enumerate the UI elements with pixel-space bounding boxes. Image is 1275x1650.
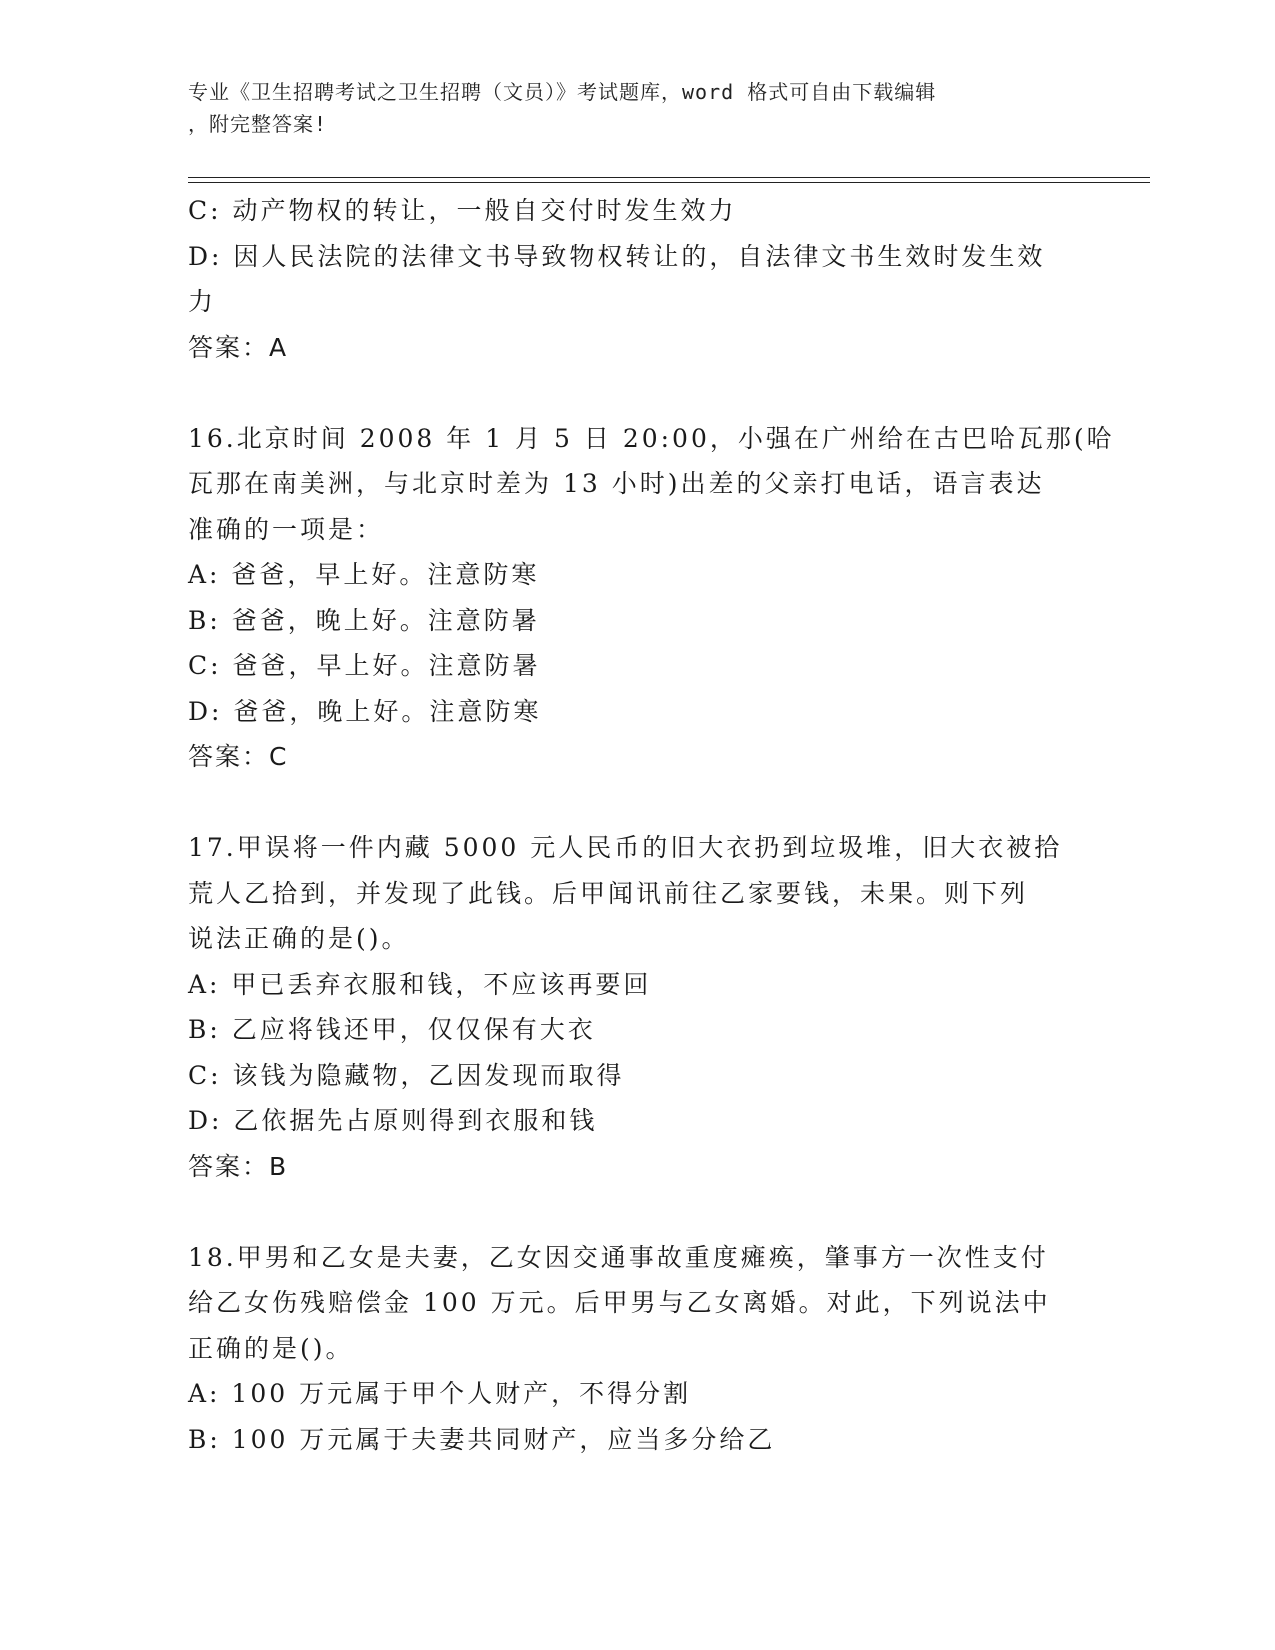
question-stem: 17.甲误将一件内藏 5000 元人民币的旧大衣扔到垃圾堆，旧大衣被拾 [188, 833, 1063, 862]
option-a: A: 100 万元属于甲个人财产，不得分割 [188, 1379, 692, 1408]
question-15-tail [188, 188, 1088, 370]
option-b: B: 爸爸，晚上好。注意防暑 [188, 605, 540, 635]
page-header [188, 76, 1068, 140]
option-d: D: 因人民法院的法律文书导致物权转让的，自法律文书生效时发生效 [188, 241, 1046, 271]
question-stem: 准确的一项是： [188, 514, 385, 544]
option-d-continued: 力 [188, 287, 217, 316]
spacer [188, 1189, 1088, 1235]
option-a: A: 甲已丢弃衣服和钱，不应该再要回 [188, 969, 652, 999]
option-d: D: 爸爸，晚上好。注意防寒 [188, 696, 542, 726]
question-stem: 给乙女伤残赔偿金 100 万元。后甲男与乙女离婚。对此，下列说法中 [188, 1288, 1051, 1317]
header-line-1: 专业《卫生招聘考试之卫生招聘（文员）》考试题库，word 格式可自由下载编辑 [188, 80, 937, 104]
question-stem: 18.甲男和乙女是夫妻，乙女因交通事故重度瘫痪，肇事方一次性支付 [188, 1242, 1049, 1272]
option-d: D: 乙依据先占原则得到衣服和钱 [188, 1106, 598, 1135]
question-stem: 瓦那在南美洲，与北京时差为 13 小时)出差的父亲打电话，语言表达 [188, 469, 1045, 498]
header-divider-top [188, 177, 1150, 178]
spacer [188, 370, 1088, 416]
question-stem: 荒人乙拾到，并发现了此钱。后甲闻讯前往乙家要钱，未果。则下列 [188, 878, 1029, 908]
header-line-2: ，附完整答案! [188, 112, 328, 136]
answer: 答案：C [188, 742, 289, 771]
option-c: C: 该钱为隐藏物，乙因发现而取得 [188, 1060, 625, 1090]
question-stem: 说法正确的是()。 [188, 924, 410, 953]
spacer [188, 780, 1088, 826]
question-17 [188, 825, 1088, 1189]
question-stem: 正确的是()。 [188, 1333, 354, 1363]
answer: 答案：A [188, 332, 289, 362]
answer: 答案：B [188, 1151, 289, 1181]
header-divider-bottom [188, 182, 1150, 183]
question-18 [188, 1235, 1088, 1463]
option-a: A: 爸爸，早上好。注意防寒 [188, 560, 540, 589]
option-c: C: 动产物权的转让，一般自交付时发生效力 [188, 196, 737, 225]
question-stem: 16.北京时间 2008 年 1 月 5 日 20:00，小强在广州给在古巴哈瓦那(哈 [188, 423, 1115, 453]
option-b: B: 乙应将钱还甲，仅仅保有大衣 [188, 1015, 596, 1044]
question-content [188, 188, 1115, 1462]
option-b: B: 100 万元属于夫妻共同财产，应当多分给乙 [188, 1424, 776, 1454]
question-16 [188, 416, 1115, 780]
option-c: C: 爸爸，早上好。注意防暑 [188, 651, 541, 680]
